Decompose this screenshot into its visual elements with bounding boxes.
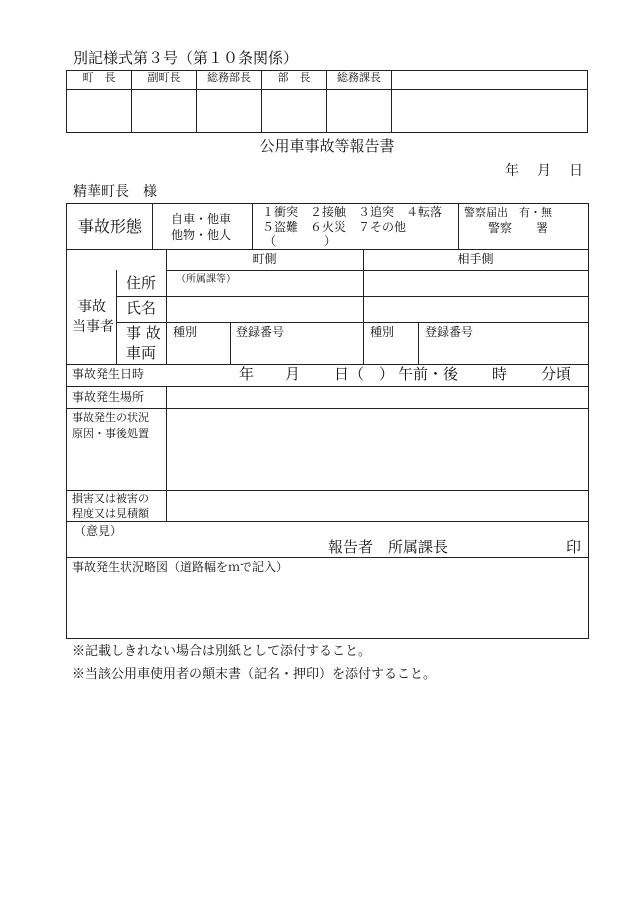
approval-header-general-affairs-director: 総務部長 bbox=[197, 71, 262, 90]
form-number: 別記様式第３号（第１０条関係） bbox=[73, 49, 299, 67]
approval-stamp-cell[interactable] bbox=[67, 90, 132, 133]
situation-field[interactable] bbox=[167, 409, 587, 490]
accident-kind-options-2[interactable]: ５盗難 ６火災 ７その他 bbox=[262, 220, 407, 234]
date-month: 月 bbox=[537, 163, 551, 179]
approval-table bbox=[66, 70, 588, 133]
situation-label-1: 事故発生の状況 bbox=[72, 411, 149, 424]
addressee: 精華町長 様 bbox=[73, 184, 157, 200]
divider bbox=[66, 364, 588, 365]
divider bbox=[166, 270, 588, 271]
divider bbox=[116, 296, 588, 297]
town-side-header: 町側 bbox=[252, 252, 277, 266]
divider bbox=[66, 521, 588, 522]
datetime-hour: 時 bbox=[492, 365, 508, 383]
divider bbox=[166, 249, 167, 365]
sketch-area[interactable] bbox=[67, 576, 587, 636]
accident-party-options-1[interactable]: 自車・他車 bbox=[171, 212, 232, 226]
divider bbox=[152, 203, 153, 250]
datetime-month: 月 bbox=[285, 365, 301, 383]
reporter-label: 報告者 所属課長 bbox=[328, 538, 449, 556]
note-attachment: ※記載しきれない場合は別紙として添付すること。 bbox=[72, 644, 372, 659]
police-station-field[interactable]: 警察 署 bbox=[488, 221, 549, 235]
approval-header-mayor: 町 長 bbox=[67, 71, 132, 90]
datetime-year: 年 bbox=[239, 365, 255, 383]
name-label: 氏名 bbox=[126, 299, 157, 317]
vehicle-label-2: 車両 bbox=[126, 344, 157, 362]
address-label: 住所 bbox=[126, 274, 157, 292]
divider bbox=[116, 270, 117, 365]
police-report-options[interactable]: 警察届出 有・無 bbox=[464, 206, 552, 219]
divider bbox=[418, 322, 419, 365]
divider bbox=[363, 249, 364, 365]
note-incident-report: ※当該公用車使用者の顛末書（記名・押印）を添付すること。 bbox=[72, 667, 437, 682]
damage-field[interactable] bbox=[167, 491, 587, 521]
datetime-minute: 分頃 bbox=[541, 365, 572, 383]
town-vehicle-reg-label: 登録番号 bbox=[236, 325, 285, 339]
place-field[interactable] bbox=[167, 387, 587, 408]
place-label: 事故発生場所 bbox=[72, 390, 145, 404]
opinion-label: （意見） bbox=[74, 524, 123, 538]
datetime-label: 事故発生日時 bbox=[72, 367, 145, 381]
divider bbox=[252, 203, 253, 250]
parties-group-label-2: 当事者 bbox=[72, 319, 114, 335]
accident-kind-other-field[interactable]: （ ） bbox=[264, 234, 337, 248]
approval-header-blank bbox=[392, 71, 588, 90]
approval-stamp-cell[interactable] bbox=[132, 90, 197, 133]
damage-label-1: 損害又は被害の bbox=[72, 492, 149, 505]
parties-group-label-1: 事故 bbox=[78, 299, 106, 315]
address-department-note: （所属課等） bbox=[176, 274, 236, 285]
approval-stamp-cell[interactable] bbox=[327, 90, 392, 133]
vehicle-label-1: 事 故 bbox=[126, 324, 161, 342]
approval-header-deputy-mayor: 副町長 bbox=[132, 71, 197, 90]
approval-header-general-affairs-chief: 総務課長 bbox=[327, 71, 392, 90]
other-vehicle-type-label: 種別 bbox=[370, 325, 395, 339]
date-year: 年 bbox=[505, 163, 519, 179]
datetime-ampm[interactable]: 午前・後 bbox=[398, 365, 459, 383]
approval-stamp-cell[interactable] bbox=[262, 90, 327, 133]
seal-mark: 印 bbox=[566, 538, 582, 556]
other-side-header: 相手側 bbox=[457, 252, 494, 266]
date-day: 日 bbox=[569, 163, 583, 179]
divider bbox=[116, 322, 588, 323]
accident-type-label: 事故形態 bbox=[78, 217, 143, 236]
accident-kind-options-1[interactable]: １衝突 ２接触 ３追突 ４転落 bbox=[262, 205, 443, 219]
approval-stamp-cell[interactable] bbox=[197, 90, 262, 133]
divider bbox=[230, 322, 231, 365]
other-vehicle-reg-label: 登録番号 bbox=[425, 325, 474, 339]
sketch-label: 事故発生状況略図（道路幅をｍで記入） bbox=[72, 560, 289, 574]
approval-stamp-cell[interactable] bbox=[392, 90, 588, 133]
divider bbox=[66, 249, 588, 250]
page-title: 公用車事故等報告書 bbox=[259, 137, 395, 155]
damage-label-2: 程度又は見積額 bbox=[72, 507, 149, 520]
divider bbox=[66, 557, 588, 558]
approval-header-department-head: 部 長 bbox=[262, 71, 327, 90]
datetime-day: 日（ ） bbox=[334, 365, 395, 383]
situation-label-2: 原因・事後処置 bbox=[72, 427, 149, 440]
divider bbox=[458, 203, 459, 250]
accident-party-options-2[interactable]: 他物・他人 bbox=[171, 228, 232, 242]
town-vehicle-type-label: 種別 bbox=[173, 325, 198, 339]
